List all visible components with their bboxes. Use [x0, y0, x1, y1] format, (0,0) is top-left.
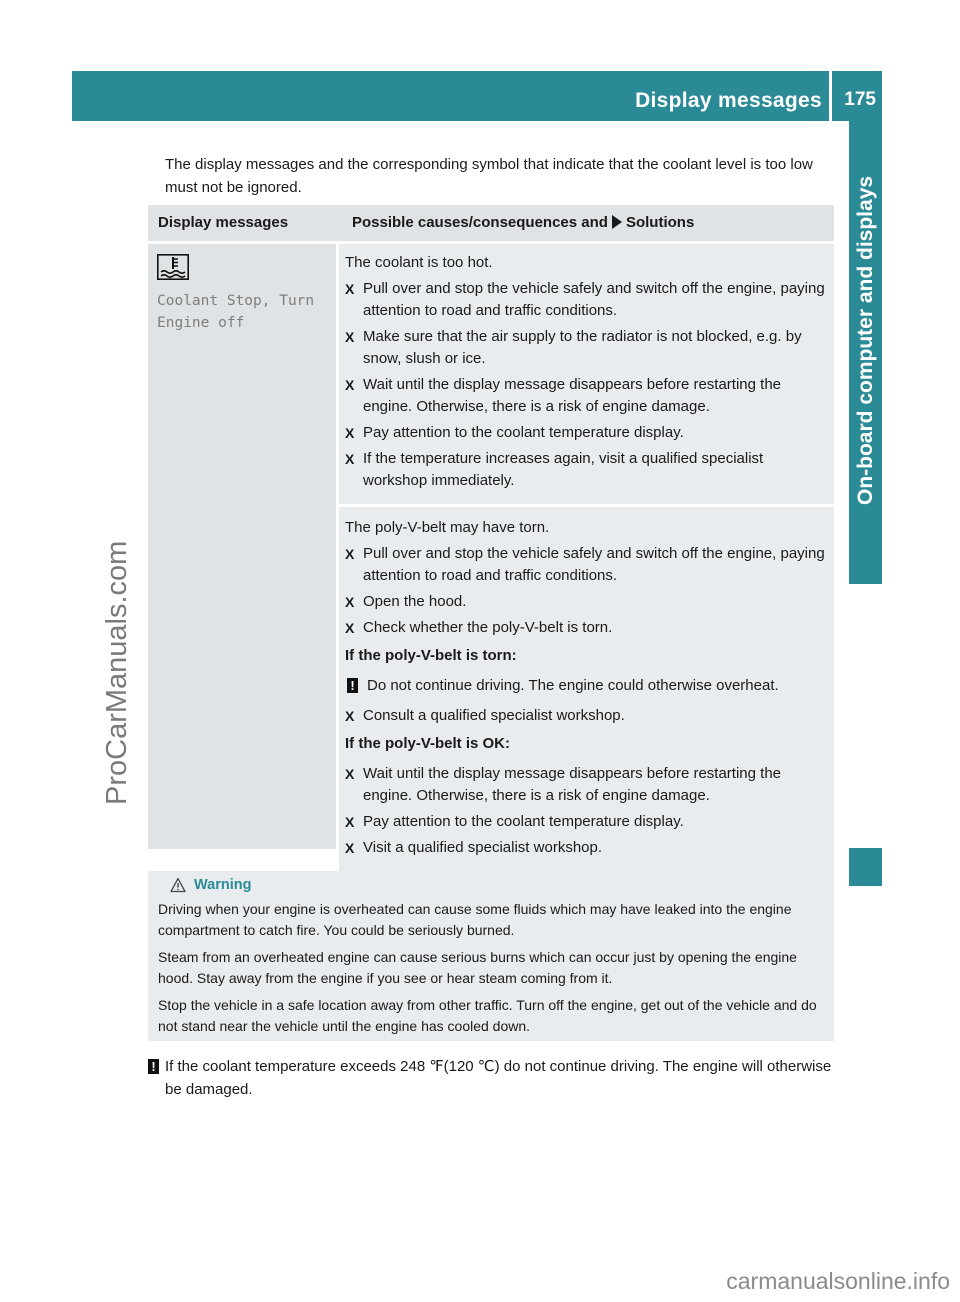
header-divider [829, 71, 832, 121]
display-messages-table [148, 205, 834, 871]
warning-paragraph: Steam from an overheated engine can cause serious burns which can occur just by opening the engine hood. Stay away from the engine if you see or hear steam coming from it. [158, 949, 797, 986]
caution-icon: ! [347, 678, 358, 693]
step-text: Wait until the display message disappears before restarting the engine. Otherwise, there is a risk of engine damage. [363, 376, 782, 415]
step-text: Pull over and stop the vehicle safely and switch off the engine, paying attention to road and traffic conditions. [363, 280, 825, 319]
step-marker-icon: X [345, 329, 355, 345]
torn-heading: If the poly-V-belt is torn: [345, 647, 517, 664]
coolant-temperature-icon [157, 254, 189, 280]
step [345, 617, 828, 639]
step-marker-icon: X [345, 620, 355, 636]
step-text: Open the hood. [363, 593, 467, 610]
page-number: 175 [844, 89, 876, 110]
warning-box [148, 871, 834, 1041]
step-marker-icon: X [345, 814, 355, 830]
caution-icon: ! [148, 1059, 159, 1074]
step-text: Check whether the poly-V-belt is torn. [363, 619, 613, 636]
header-display-messages: Display messages [158, 214, 289, 231]
arrow-right-icon [612, 215, 622, 229]
step-marker-icon: X [345, 377, 355, 393]
ok-heading: If the poly-V-belt is OK: [345, 735, 511, 752]
side-tab-label: On-board computer and displays [854, 175, 877, 505]
warning-paragraph: Stop the vehicle in a safe location away from other traffic. Turn off the engine, get out of the vehicle and do not stand near the vehicle until the engine has cooled down. [158, 997, 817, 1034]
step [345, 591, 828, 613]
message-cell [148, 244, 336, 849]
header-causes-label: Possible causes/consequences and [352, 214, 608, 231]
step [345, 278, 828, 322]
step [345, 374, 828, 418]
final-note [148, 1055, 838, 1109]
step-text: Pay attention to the coolant temperature display. [363, 813, 684, 830]
belt-torn-block [339, 507, 834, 871]
step [345, 763, 828, 807]
coolant-hot-block [339, 244, 834, 504]
step [345, 448, 828, 492]
step-marker-icon: X [345, 594, 355, 610]
step-text: If the temperature increases again, visit a qualified specialist workshop immediately. [363, 450, 764, 489]
cause-belt-torn: The poly-V-belt may have torn. [345, 519, 550, 536]
message-text [157, 290, 314, 334]
header-bar [72, 71, 882, 121]
step [345, 422, 828, 444]
warning-triangle-icon [170, 877, 186, 893]
table-row [148, 244, 834, 871]
step-text: Visit a qualified specialist workshop. [363, 839, 603, 856]
message-line-1: Coolant Stop, Turn [157, 293, 315, 309]
step [345, 543, 828, 587]
step-marker-icon: X [345, 840, 355, 856]
step-marker-icon: X [345, 766, 355, 782]
warning-label: Warning [194, 877, 252, 893]
solutions-cell [339, 244, 834, 871]
watermark: ProCarManuals.com [101, 540, 133, 805]
side-marker [849, 848, 882, 886]
footer-watermark: carmanualsonline.info [726, 1268, 950, 1294]
step-text: Make sure that the air supply to the radiator is not blocked, e.g. by snow, slush or ice. [363, 328, 802, 367]
header-causes-solutions [346, 205, 694, 241]
step-marker-icon: X [345, 451, 355, 467]
message-line-2: Engine off [157, 315, 245, 331]
header-solutions-label: Solutions [625, 214, 695, 231]
step [345, 811, 828, 833]
note-text: Do not continue driving. The engine could otherwise overheat. [367, 677, 779, 694]
step-text: Consult a qualified specialist workshop. [363, 707, 625, 724]
warning-heading [158, 877, 826, 893]
step-text: Pull over and stop the vehicle safely and switch off the engine, paying attention to road and traffic conditions. [363, 545, 825, 584]
step [345, 705, 828, 727]
caution-note [345, 675, 828, 697]
page-title: Display messages [635, 89, 822, 112]
intro-text: The display messages and the corresponding symbol that indicate that the coolant level is too low must not be ignored. [165, 156, 813, 196]
step-text: Wait until the display message disappears before restarting the engine. Otherwise, there is a risk of engine damage. [363, 765, 782, 804]
step-marker-icon: X [345, 281, 355, 297]
cause-coolant-hot: The coolant is too hot. [345, 254, 493, 271]
step-text: Pay attention to the coolant temperature display. [363, 424, 684, 441]
step [345, 326, 828, 370]
final-note-text: If the coolant temperature exceeds 248 ℉(120 ℃) do not continue driving. The engine will otherwise be damaged. [165, 1058, 832, 1098]
caution-note [148, 1055, 838, 1101]
step-marker-icon: X [345, 708, 355, 724]
step-marker-icon: X [345, 425, 355, 441]
step-marker-icon: X [345, 546, 355, 562]
warning-paragraph: Driving when your engine is overheated can cause some fluids which may have leaked into the engine compartment to catch fire. You could be seriously burned. [158, 901, 792, 938]
step [345, 837, 828, 859]
table-header [148, 205, 834, 241]
